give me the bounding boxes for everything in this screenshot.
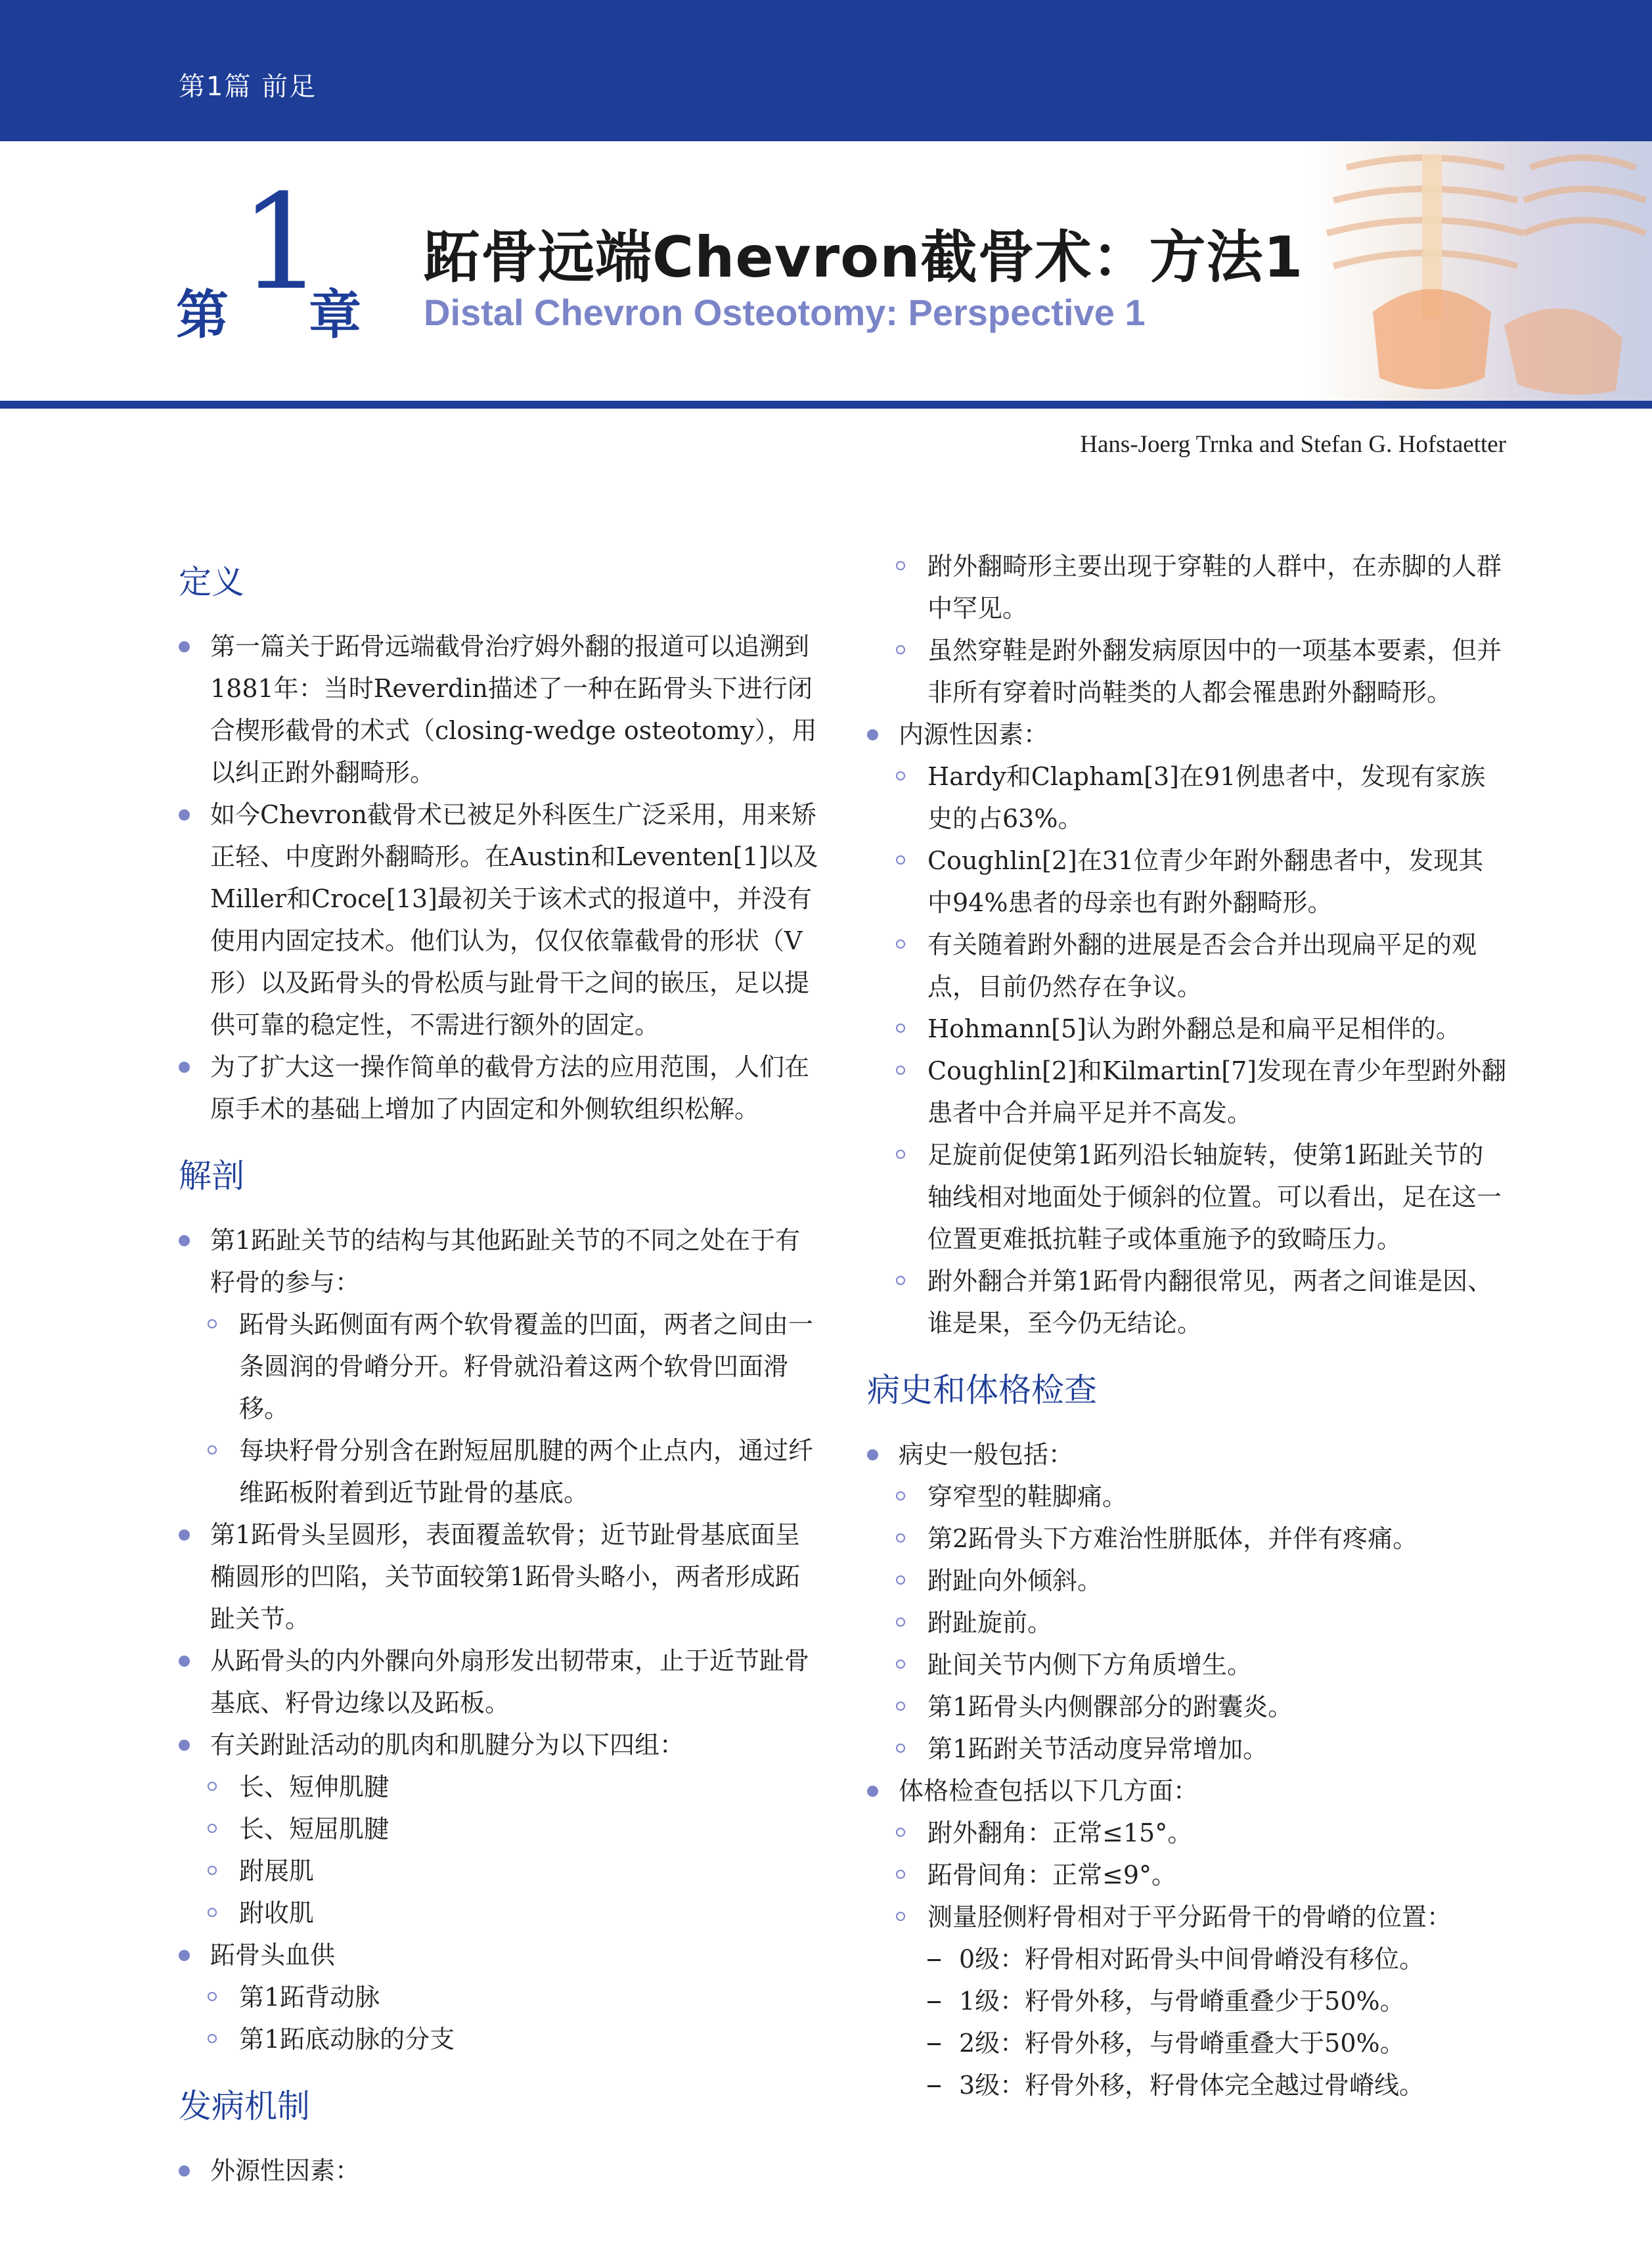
authors: Hans-Joerg Trnka and Stefan G. Hofstaetter xyxy=(1080,431,1506,458)
definition-list xyxy=(179,625,819,1130)
list-item: 穿窄型的鞋脚痛。 xyxy=(867,1476,1507,1518)
list-item: 虽然穿鞋是跗外翻发病原因中的一项基本要素，但并非所有穿着时尚鞋类的人都会罹患跗外翻畸形。 xyxy=(867,629,1507,713)
chapter-di: 第 xyxy=(176,284,229,346)
chapter-zhang: 章 xyxy=(309,284,361,346)
list-item: 病史一般包括： xyxy=(867,1434,1507,1476)
left-column xyxy=(179,545,819,2192)
list-item: 为了扩大这一操作简单的截骨方法的应用范围，人们在原手术的基础上增加了内固定和外侧软组织松解。 xyxy=(179,1046,819,1130)
list-item: 3级：籽骨外移，籽骨体完全越过骨嵴线。 xyxy=(867,2064,1507,2106)
pathogenesis-list-continued xyxy=(867,545,1507,1344)
list-item: Coughlin[2]和Kilmartin[7]发现在青少年型跗外翻患者中合并扁平足并不高发。 xyxy=(867,1050,1507,1134)
list-item: 趾间关节内侧下方角质增生。 xyxy=(867,1644,1507,1686)
list-item: 体格检查包括以下几方面： xyxy=(867,1770,1507,1812)
list-item: 跖骨头血供 xyxy=(179,1934,819,1976)
list-item: 有关跗趾活动的肌肉和肌腱分为以下四组： xyxy=(179,1724,819,1766)
list-item: 每块籽骨分别含在跗短屈肌腱的两个止点内，通过纤维跖板附着到近节趾骨的基底。 xyxy=(179,1430,819,1514)
list-item: Hohmann[5]认为跗外翻总是和扁平足相伴的。 xyxy=(867,1008,1507,1050)
list-item: Coughlin[2]在31位青少年跗外翻患者中，发现其中94%患者的母亲也有跗外翻畸形。 xyxy=(867,840,1507,924)
title-rule xyxy=(0,401,1652,409)
list-item: 测量胫侧籽骨相对于平分跖骨干的骨嵴的位置： xyxy=(867,1896,1507,1938)
section-title-pathogenesis: 发病机制 xyxy=(179,2087,310,2125)
skeleton-illustration xyxy=(1307,141,1652,401)
chapter-title-en: Distal Chevron Osteotomy: Perspective 1 xyxy=(424,292,1146,333)
list-item: 跗展肌 xyxy=(179,1850,819,1892)
right-column xyxy=(867,545,1507,2106)
list-item: 长、短伸肌腱 xyxy=(179,1766,819,1808)
list-item: 有关随着跗外翻的进展是否会合并出现扁平足的观点，目前仍然存在争议。 xyxy=(867,924,1507,1008)
list-item: 跗趾向外倾斜。 xyxy=(867,1560,1507,1602)
list-item: 长、短屈肌腱 xyxy=(179,1808,819,1850)
header-band xyxy=(0,0,1652,141)
list-item: 第1跖趾关节的结构与其他跖趾关节的不同之处在于有籽骨的参与： xyxy=(179,1219,819,1303)
section-title-history-exam: 病史和体格检查 xyxy=(867,1371,1097,1409)
history-exam-list xyxy=(867,1434,1507,2106)
list-item: 跗外翻合并第1跖骨内翻很常见，两者之间谁是因、谁是果，至今仍无结论。 xyxy=(867,1260,1507,1344)
list-item: 1级：籽骨外移，与骨嵴重叠少于50%。 xyxy=(867,1980,1507,2022)
list-item: 2级：籽骨外移，与骨嵴重叠大于50%。 xyxy=(867,2022,1507,2064)
list-item: 如今Chevron截骨术已被足外科医生广泛采用，用来矫正轻、中度跗外翻畸形。在Austin和Leventen[1]以及Miller和Croce[13]最初关于该术式的报道中，并没有使用内固定技术。他们认为，仅仅依靠截骨的形状（V形）以及跖骨头的骨松质与趾骨干之间的嵌压，足以提供可靠的稳定性，不需进行额外的固定。 xyxy=(179,794,819,1046)
list-item: 跗外翻角：正常≤15°。 xyxy=(867,1812,1507,1854)
list-item: 跗收肌 xyxy=(179,1892,819,1934)
list-item: 跗趾旋前。 xyxy=(867,1602,1507,1644)
list-item: 第1跖背动脉 xyxy=(179,1976,819,2018)
list-item: 跖骨间角：正常≤9°。 xyxy=(867,1854,1507,1896)
list-item: 跗外翻畸形主要出现于穿鞋的人群中，在赤脚的人群中罕见。 xyxy=(867,545,1507,629)
list-item: 第1跖骨头内侧髁部分的跗囊炎。 xyxy=(867,1686,1507,1728)
list-item: 跖骨头跖侧面有两个软骨覆盖的凹面，两者之间由一条圆润的骨嵴分开。籽骨就沿着这两个软骨凹面滑移。 xyxy=(179,1303,819,1430)
anatomy-list xyxy=(179,1219,819,2060)
section-title-anatomy: 解剖 xyxy=(179,1157,244,1195)
list-item: 从跖骨头的内外髁向外扇形发出韧带束，止于近节趾骨基底、籽骨边缘以及跖板。 xyxy=(179,1640,819,1724)
chapter-number: 1 xyxy=(240,166,324,319)
list-item: Hardy和Clapham[3]在91例患者中，发现有家族史的占63%。 xyxy=(867,756,1507,840)
part-label: 第1篇 前足 xyxy=(179,72,317,102)
list-item: 内源性因素： xyxy=(867,713,1507,756)
list-item: 第1跖底动脉的分支 xyxy=(179,2018,819,2060)
list-item: 外源性因素： xyxy=(179,2150,819,2192)
list-item: 第1跖骨头呈圆形，表面覆盖软骨；近节趾骨基底面呈椭圆形的凹陷，关节面较第1跖骨头略小，两者形成跖趾关节。 xyxy=(179,1514,819,1640)
chapter-title-cn: 跖骨远端Chevron截骨术：方法1 xyxy=(424,225,1304,290)
pathogenesis-list xyxy=(179,2150,819,2192)
list-item: 第1跖跗关节活动度异常增加。 xyxy=(867,1728,1507,1770)
list-item: 第2跖骨头下方难治性胼胝体，并伴有疼痛。 xyxy=(867,1518,1507,1560)
section-title-definition: 定义 xyxy=(179,563,244,601)
list-item: 0级：籽骨相对跖骨头中间骨嵴没有移位。 xyxy=(867,1938,1507,1980)
list-item: 足旋前促使第1跖列沿长轴旋转，使第1跖趾关节的轴线相对地面处于倾斜的位置。可以看出，足在这一位置更难抵抗鞋子或体重施予的致畸压力。 xyxy=(867,1134,1507,1260)
list-item: 第一篇关于跖骨远端截骨治疗姆外翻的报道可以追溯到1881年：当时Reverdin描述了一种在跖骨头下进行闭合楔形截骨的术式（closing-wedge osteotomy），用以纠正跗外翻畸形。 xyxy=(179,625,819,794)
